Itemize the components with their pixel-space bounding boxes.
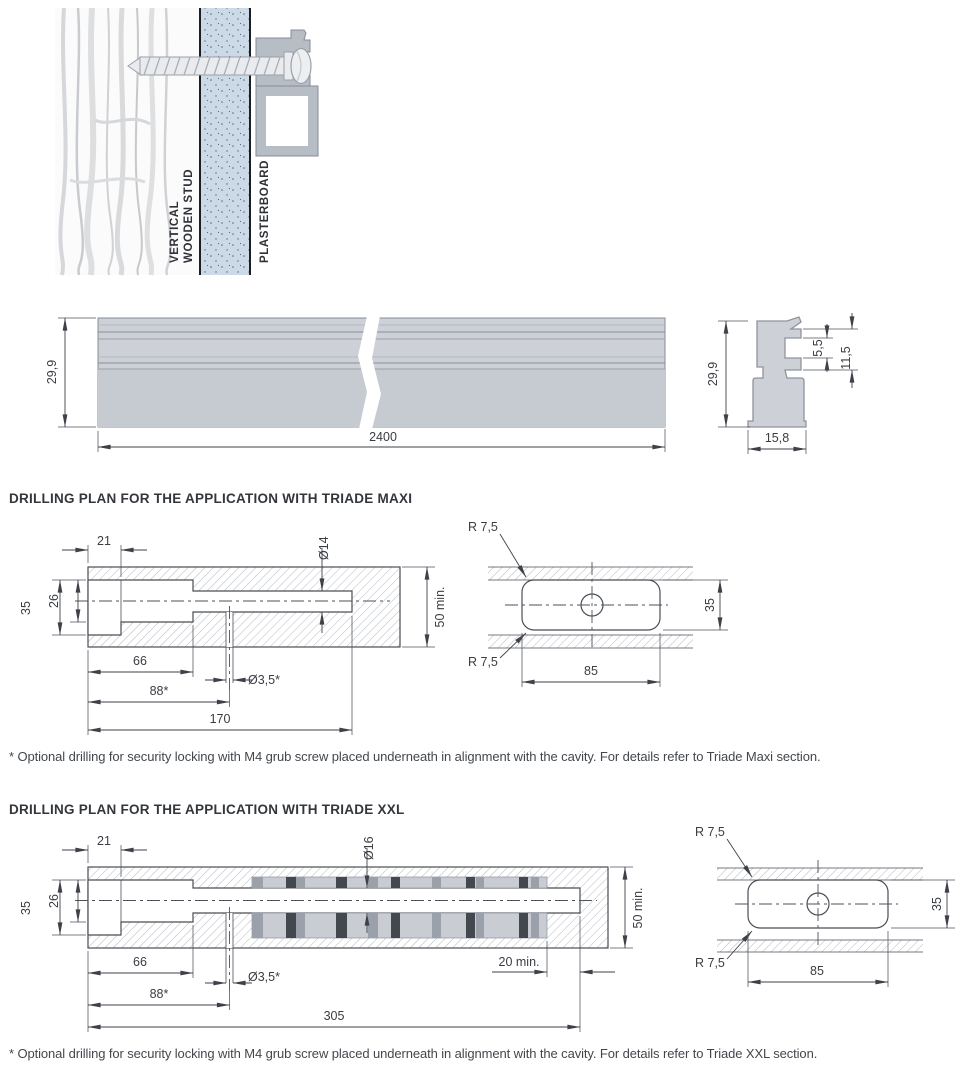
plasterboard-label: PLASTERBOARD <box>259 159 271 263</box>
profile-outline <box>748 317 806 427</box>
svg-text:Ø16: Ø16 <box>362 836 376 860</box>
xxl-slot-view <box>695 825 955 987</box>
svg-text:2400: 2400 <box>369 430 397 444</box>
svg-text:29,9: 29,9 <box>706 361 720 387</box>
svg-text:85: 85 <box>810 964 824 978</box>
svg-text:85: 85 <box>584 664 598 678</box>
svg-text:35: 35 <box>19 601 33 615</box>
svg-text:21: 21 <box>97 534 111 548</box>
bar-length-dim <box>98 429 665 452</box>
svg-text:21: 21 <box>97 834 111 848</box>
xxl-slot-dim-35 <box>891 880 955 928</box>
svg-text:66: 66 <box>133 654 147 668</box>
profile-clip <box>256 30 318 156</box>
xxl-dim-dia35 <box>205 970 280 984</box>
xxl-dim-26 <box>47 880 86 922</box>
xsec-width-dim <box>748 430 806 454</box>
plasterboard-band <box>200 8 250 275</box>
svg-text:R 7,5: R 7,5 <box>468 655 498 669</box>
svg-text:26: 26 <box>47 594 61 608</box>
maxi-drilling-plan <box>19 534 447 735</box>
svg-text:66: 66 <box>133 955 147 969</box>
svg-text:88*: 88* <box>149 987 169 1001</box>
xxl-section-heading: DRILLING PLAN FOR THE APPLICATION WITH TRIADE XXL <box>9 802 405 817</box>
svg-text:15,8: 15,8 <box>764 431 790 445</box>
xxl-footnote: * Optional drilling for security locking with M4 grub screw placed underneath in alignment with the cavity. For details refer to Triade XXL section. <box>9 1046 818 1061</box>
svg-text:R 7,5: R 7,5 <box>695 956 725 970</box>
svg-text:50 min.: 50 min. <box>631 887 645 929</box>
svg-text:Ø3,5*: Ø3,5* <box>248 970 280 984</box>
svg-text:50 min.: 50 min. <box>433 586 447 628</box>
xsec-slot-dim <box>803 324 833 372</box>
xsec-height-dim <box>706 321 750 427</box>
svg-text:26: 26 <box>47 894 61 908</box>
profile-cross-section <box>706 313 858 454</box>
maxi-dim-50min <box>402 567 447 647</box>
svg-text:Ø3,5*: Ø3,5* <box>248 673 280 687</box>
maxi-dim-88 <box>88 684 230 707</box>
maxi-section-heading: DRILLING PLAN FOR THE APPLICATION WITH TRIADE MAXI <box>9 491 413 506</box>
svg-text:29,9: 29,9 <box>45 359 59 385</box>
stud-label-line2: WOODEN STUD <box>183 168 195 263</box>
maxi-footnote: * Optional drilling for security locking with M4 grub screw placed underneath in alignment with the cavity. For details refer to Triade Maxi section. <box>9 749 821 764</box>
svg-text:20 min.: 20 min. <box>498 955 540 969</box>
wall-mounting-illustration <box>55 8 318 275</box>
svg-text:88*: 88* <box>149 684 169 698</box>
xxl-dim-88 <box>88 987 230 1010</box>
maxi-slot-dim-35 <box>663 580 728 630</box>
maxi-pilot-hole <box>226 606 233 690</box>
svg-text:Ø14: Ø14 <box>317 536 331 560</box>
xxl-dim-50min <box>610 867 645 948</box>
maxi-slot-view <box>468 520 728 687</box>
profile-bar-drawing <box>45 316 665 452</box>
svg-text:35: 35 <box>19 901 33 915</box>
svg-text:35: 35 <box>703 598 717 612</box>
stud-label-line1: VERTICAL <box>169 200 181 263</box>
svg-text:11,5: 11,5 <box>839 346 853 370</box>
bar-height-dim <box>45 318 96 427</box>
maxi-dim-dia35 <box>205 673 280 687</box>
svg-text:R 7,5: R 7,5 <box>468 520 498 534</box>
svg-text:5,5: 5,5 <box>811 339 825 357</box>
svg-text:170: 170 <box>209 712 231 726</box>
xxl-drilling-plan <box>19 834 645 1032</box>
svg-text:305: 305 <box>323 1009 345 1023</box>
svg-text:35: 35 <box>930 897 944 911</box>
svg-text:R 7,5: R 7,5 <box>695 825 725 839</box>
